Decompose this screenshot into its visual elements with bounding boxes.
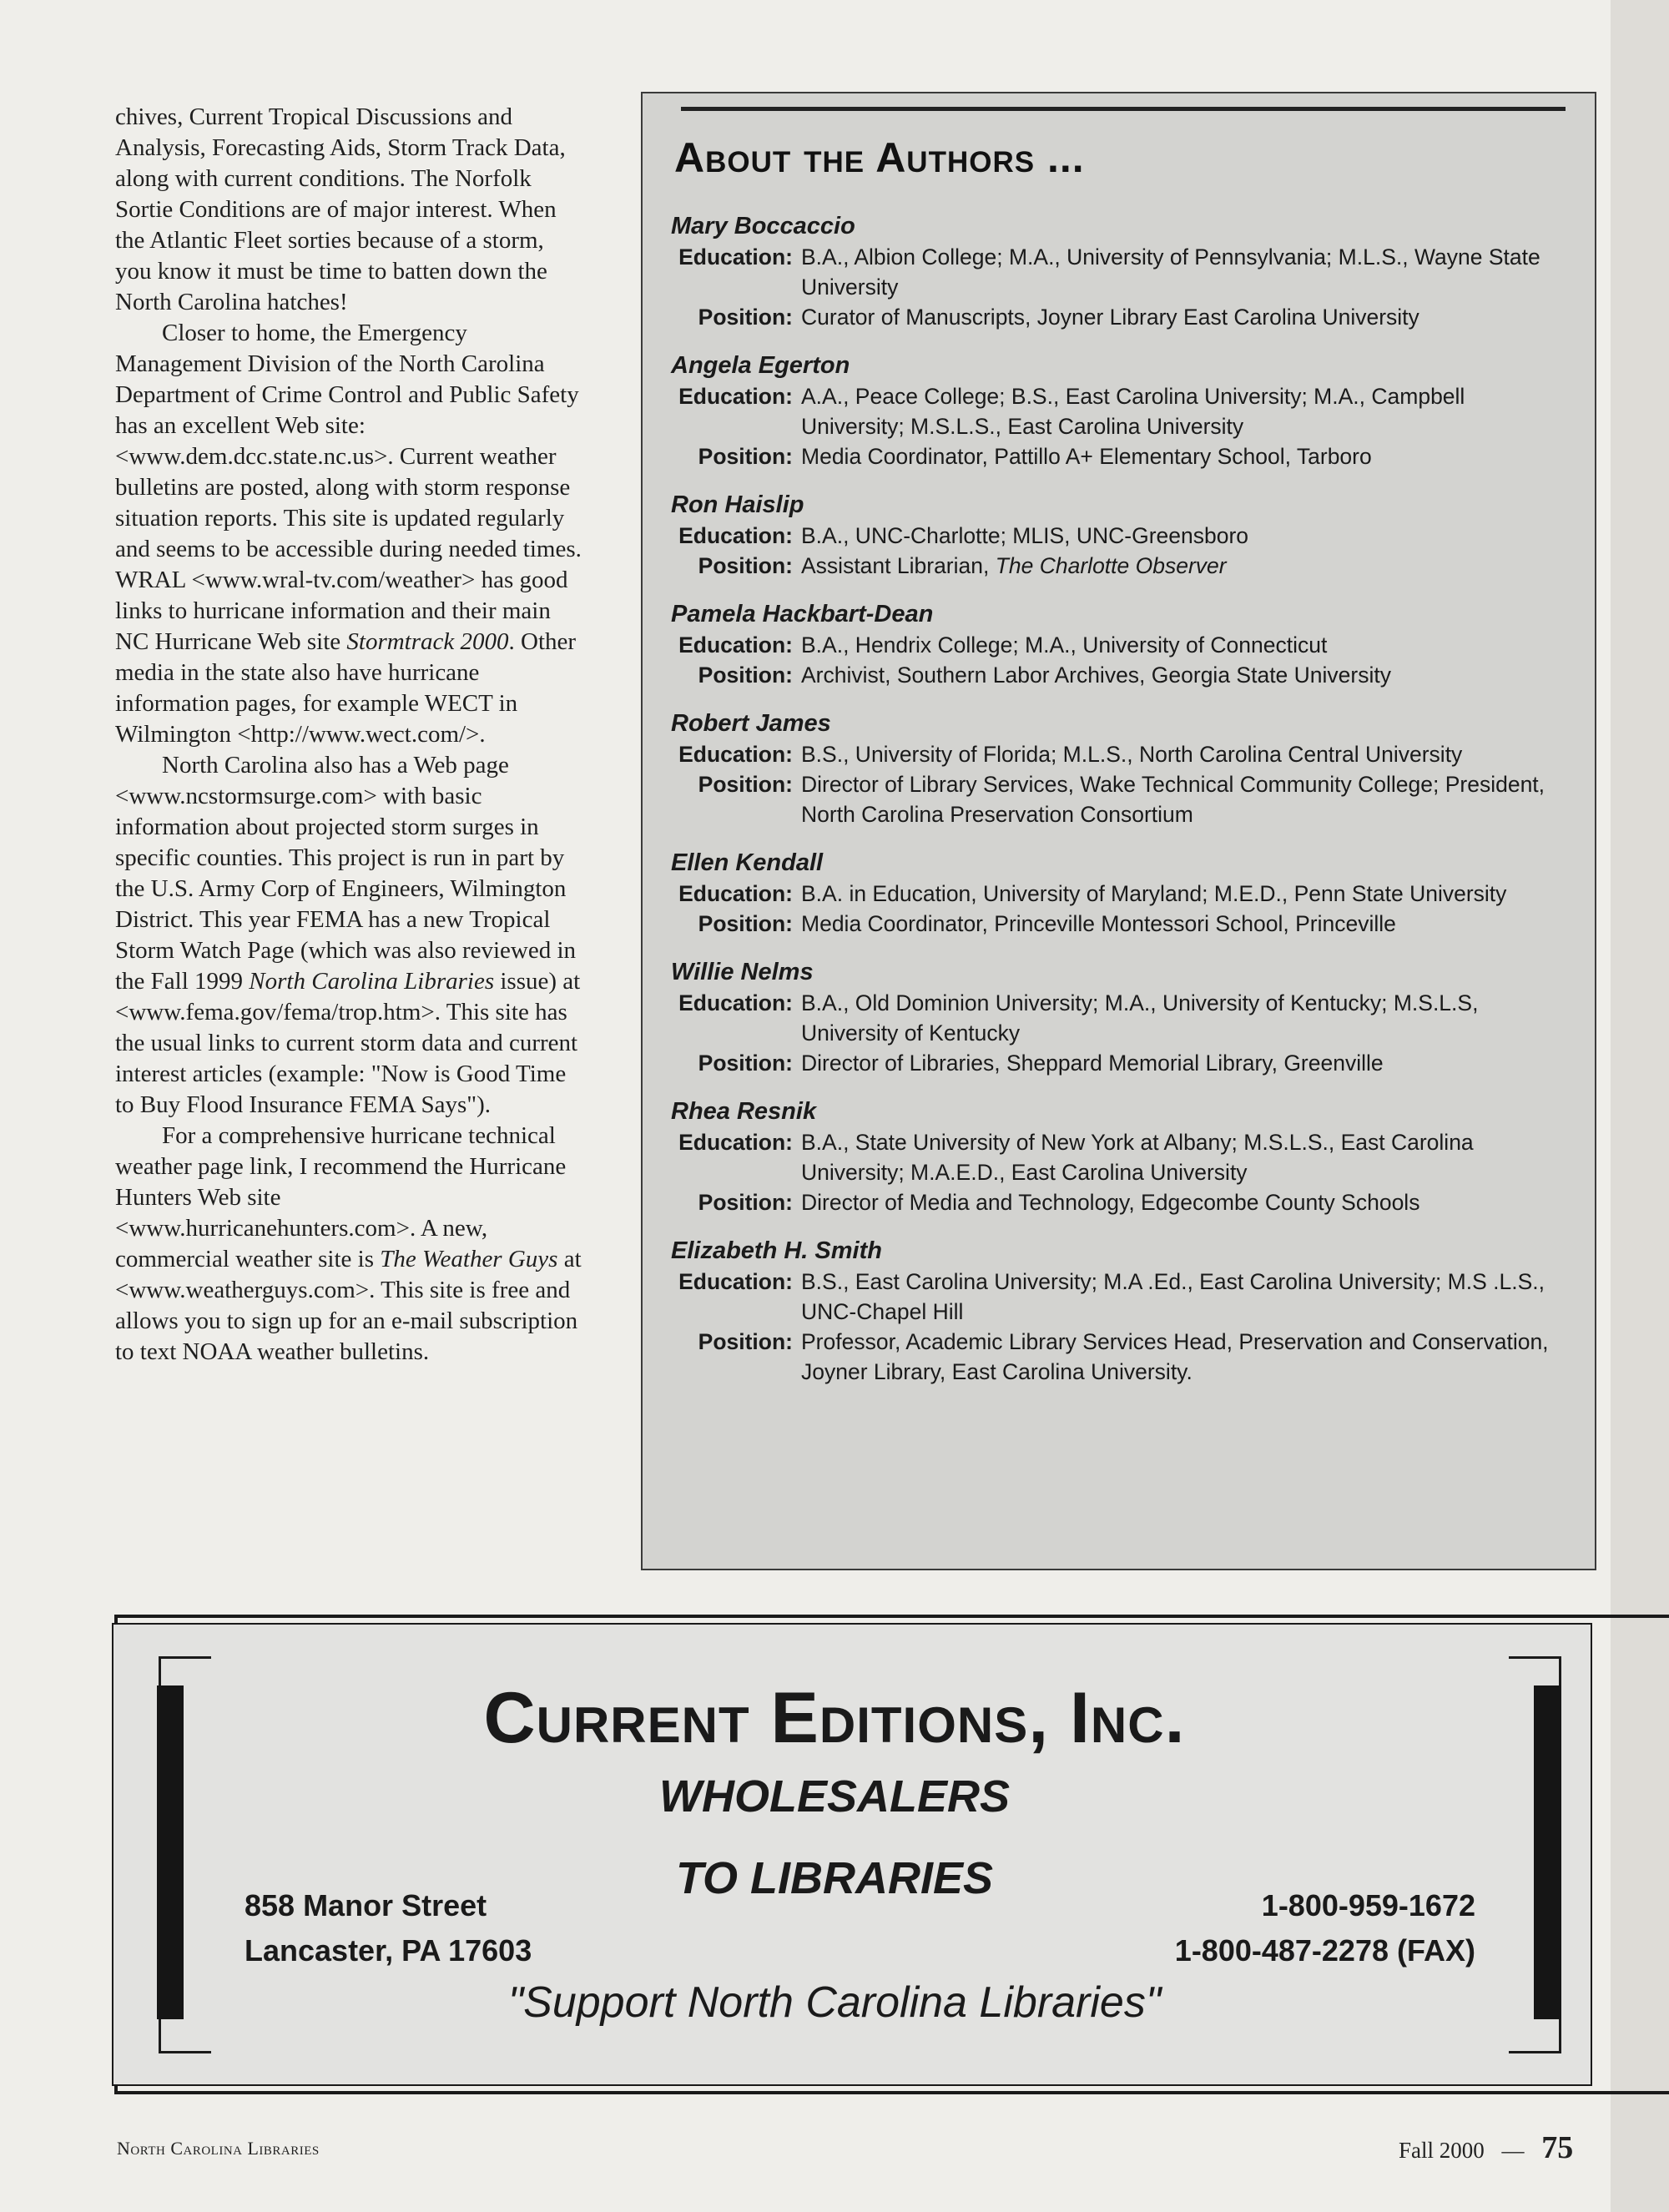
education-value	[801, 521, 1572, 551]
author-entry	[671, 956, 1572, 1078]
position-value	[801, 909, 1572, 939]
author-education-row	[671, 242, 1572, 302]
position-label: Position:	[698, 444, 793, 469]
author-name: Robert James	[671, 710, 831, 737]
italic-text: Stormtrack 2000	[346, 628, 509, 655]
author-name: Elizabeth H. Smith	[671, 1237, 882, 1264]
author-name: Mary Boccaccio	[671, 213, 855, 239]
text-run: at <www.weatherguys.com>. This site is free and allows you to sign up for an e-mail subscription to text NOAA weather bulletins.	[115, 1246, 582, 1365]
author-education-row	[671, 521, 1572, 551]
italic-text: The Weather Guys	[380, 1246, 558, 1272]
author-name: Rhea Resnik	[671, 1098, 817, 1125]
text-run: North Carolina also has a Web page <www.ncstormsurge.com> with basic information about projected storm surges in specific counties. This project is run in part by the U.S. Army Corp of Engineers, Wilmington District. This year FEMA has a new Tropical Storm Watch Page (which was also reviewed in the Fall 1999	[115, 752, 577, 995]
article-paragraph	[115, 102, 582, 318]
text-run: Director of Libraries, Sheppard Memorial Library, Greenville	[801, 1051, 1384, 1076]
article-paragraph	[115, 318, 582, 750]
authors-heading: About the Authors ...	[674, 134, 1085, 181]
text-run: B.A. in Education, University of Maryland; M.E.D., Penn State University	[801, 881, 1507, 906]
text-run: B.A., UNC-Charlotte; MLIS, UNC-Greensboro	[801, 523, 1249, 548]
ad-slogan: "Support North Carolina Libraries"	[507, 1978, 1162, 2027]
article-paragraph	[115, 750, 582, 1121]
footer-dash: —	[1501, 2138, 1525, 2163]
author-education-row	[671, 988, 1572, 1048]
author-education-row	[671, 1267, 1572, 1327]
text-run: B.A., Hendrix College; M.A., University of Connecticut	[801, 632, 1328, 658]
position-label: Position:	[698, 1190, 793, 1215]
author-position-row	[671, 1327, 1572, 1387]
italic-text: The Charlotte Observer	[995, 553, 1227, 578]
author-education-row	[671, 1127, 1572, 1187]
text-run: For a comprehensive hurricane technical weather page link, I recommend the Hurricane Hunters Web site <www.hurricanehunters.com>. A new, commercial weather site is	[115, 1122, 567, 1272]
author-entry	[671, 1096, 1572, 1217]
author-entry	[671, 1235, 1572, 1387]
text-run: Curator of Manuscripts, Joyner Library East Carolina University	[801, 305, 1419, 330]
address-city: Lancaster, PA 17603	[245, 1933, 532, 1968]
author-entry	[671, 708, 1572, 829]
text-run: Media Coordinator, Pattillo A+ Elementary School, Tarboro	[801, 444, 1372, 469]
author-education-row	[671, 630, 1572, 660]
position-label: Position:	[698, 1051, 793, 1076]
education-label: Education:	[678, 1269, 793, 1294]
tagline-wholesalers: WHOLESALERS	[658, 1771, 1010, 1821]
about-authors-box	[641, 92, 1596, 1570]
author-position-row	[671, 769, 1572, 829]
education-value	[801, 739, 1572, 769]
education-value	[801, 879, 1572, 909]
author-entry	[671, 489, 1572, 581]
author-name: Ellen Kendall	[671, 849, 824, 876]
education-label: Education:	[678, 1130, 793, 1155]
position-label: Position:	[698, 772, 793, 797]
text-run: issue) at <www.fema.gov/fema/trop.htm>. This site has the usual links to current storm data and current interest articles (example: "Now is Good Time to Buy Flood Insurance FEMA Says").	[115, 968, 581, 1118]
author-position-row	[671, 1048, 1572, 1078]
author-position-row	[671, 441, 1572, 471]
position-label: Position:	[698, 1329, 793, 1354]
education-label: Education:	[678, 742, 793, 767]
text-run: A.A., Peace College; B.S., East Carolina University; M.A., Campbell University; M.S.L.S., East Carolina University	[801, 384, 1465, 439]
author-position-row	[671, 302, 1572, 332]
author-name: Pamela Hackbart-Dean	[671, 601, 934, 627]
text-run: Assistant Librarian,	[801, 553, 996, 578]
italic-text: North Carolina Libraries	[249, 968, 495, 995]
author-entry	[671, 598, 1572, 690]
education-label: Education:	[678, 990, 793, 1015]
address-street: 858 Manor Street	[245, 1888, 487, 1922]
author-name: Willie Nelms	[671, 959, 814, 985]
text-run: . Other media in the state also have hurricane information pages, for example WECT in Wilmington <http://www.wect.com/>.	[115, 628, 577, 748]
position-value	[801, 1187, 1572, 1217]
text-run: B.S., East Carolina University; M.A .Ed., East Carolina University; M.S .L.S., UNC-Chapel Hill	[801, 1269, 1545, 1324]
author-entry	[671, 847, 1572, 939]
phone-number: 1-800-959-1672	[1261, 1888, 1475, 1922]
position-value	[801, 660, 1572, 690]
page-footer	[1399, 2129, 1573, 2166]
education-label: Education:	[678, 632, 793, 658]
position-label: Position:	[698, 663, 793, 688]
education-label: Education:	[678, 881, 793, 906]
text-run: Professor, Academic Library Services Head, Preservation and Conservation, Joyner Library, East Carolina University.	[801, 1329, 1549, 1384]
article-paragraph	[115, 1121, 582, 1368]
education-label: Education:	[678, 384, 793, 409]
education-value	[801, 988, 1572, 1048]
text-run: B.A., Albion College; M.A., University of Pennsylvania; M.L.S., Wayne State University	[801, 244, 1540, 300]
heading-rule	[681, 107, 1566, 111]
position-label: Position:	[698, 911, 793, 936]
position-value	[801, 441, 1572, 471]
author-position-row	[671, 909, 1572, 939]
author-name: Ron Haislip	[671, 491, 804, 518]
author-position-row	[671, 551, 1572, 581]
company-address	[245, 1883, 532, 1973]
company-name: Current Editions, Inc.	[483, 1678, 1186, 1758]
position-value	[801, 1048, 1572, 1078]
education-label: Education:	[678, 244, 793, 270]
tagline-to-libraries: TO LIBRARIES	[675, 1853, 994, 1903]
text-run: Director of Media and Technology, Edgecombe County Schools	[801, 1190, 1420, 1215]
position-label: Position:	[698, 553, 793, 578]
author-education-row	[671, 879, 1572, 909]
text-run: B.A., State University of New York at Albany; M.S.L.S., East Carolina University; M.A.E.D., East Carolina University	[801, 1130, 1474, 1185]
text-run: Media Coordinator, Princeville Montessori School, Princeville	[801, 911, 1396, 936]
text-run: B.S., University of Florida; M.L.S., North Carolina Central University	[801, 742, 1463, 767]
text-run: Director of Library Services, Wake Technical Community College; President, North Carolina Preservation Consortium	[801, 772, 1545, 827]
position-value	[801, 769, 1572, 829]
author-education-row	[671, 739, 1572, 769]
company-phones	[1140, 1883, 1475, 1973]
position-value	[801, 551, 1572, 581]
issue-date: Fall 2000	[1399, 2138, 1485, 2163]
text-run: chives, Current Tropical Discussions and Analysis, Forecasting Aids, Storm Track Data, along with current conditions. The Norfolk Sortie Conditions are of major interest. When the Atlantic Fleet sorties because of a storm, you know it must be time to batten down the North Carolina hatches!	[115, 103, 566, 315]
author-position-row	[671, 1187, 1572, 1217]
author-entry	[671, 350, 1572, 471]
journal-name: North Carolina Libraries	[117, 2138, 320, 2159]
position-value	[801, 1327, 1572, 1387]
author-list	[671, 210, 1572, 1404]
article-column	[115, 102, 582, 1368]
author-entry	[671, 210, 1572, 332]
author-education-row	[671, 381, 1572, 441]
education-value	[801, 630, 1572, 660]
education-value	[801, 1267, 1572, 1327]
page-number: 75	[1541, 2130, 1574, 2165]
text-run: Closer to home, the Emergency Management Division of the North Carolina Department of Crime Control and Public Safety has an excellent Web site: <www.dem.dcc.state.nc.us>. Current weather bulletins are posted, along with storm response situation reports. This site is updated regularly and seems to be accessible during needed times. WRAL <www.wral-tv.com/weather> has good links to hurricane information and their main NC Hurricane Web site	[115, 320, 582, 655]
education-value	[801, 1127, 1572, 1187]
education-value	[801, 242, 1572, 302]
fax-number: 1-800-487-2278 (FAX)	[1174, 1933, 1475, 1968]
text-run: B.A., Old Dominion University; M.A., University of Kentucky; M.S.L.S, University of Kentucky	[801, 990, 1479, 1046]
education-label: Education:	[678, 523, 793, 548]
text-run: Archivist, Southern Labor Archives, Georgia State University	[801, 663, 1391, 688]
position-label: Position:	[698, 305, 793, 330]
education-value	[801, 381, 1572, 441]
author-position-row	[671, 660, 1572, 690]
position-value	[801, 302, 1572, 332]
author-name: Angela Egerton	[671, 352, 850, 379]
